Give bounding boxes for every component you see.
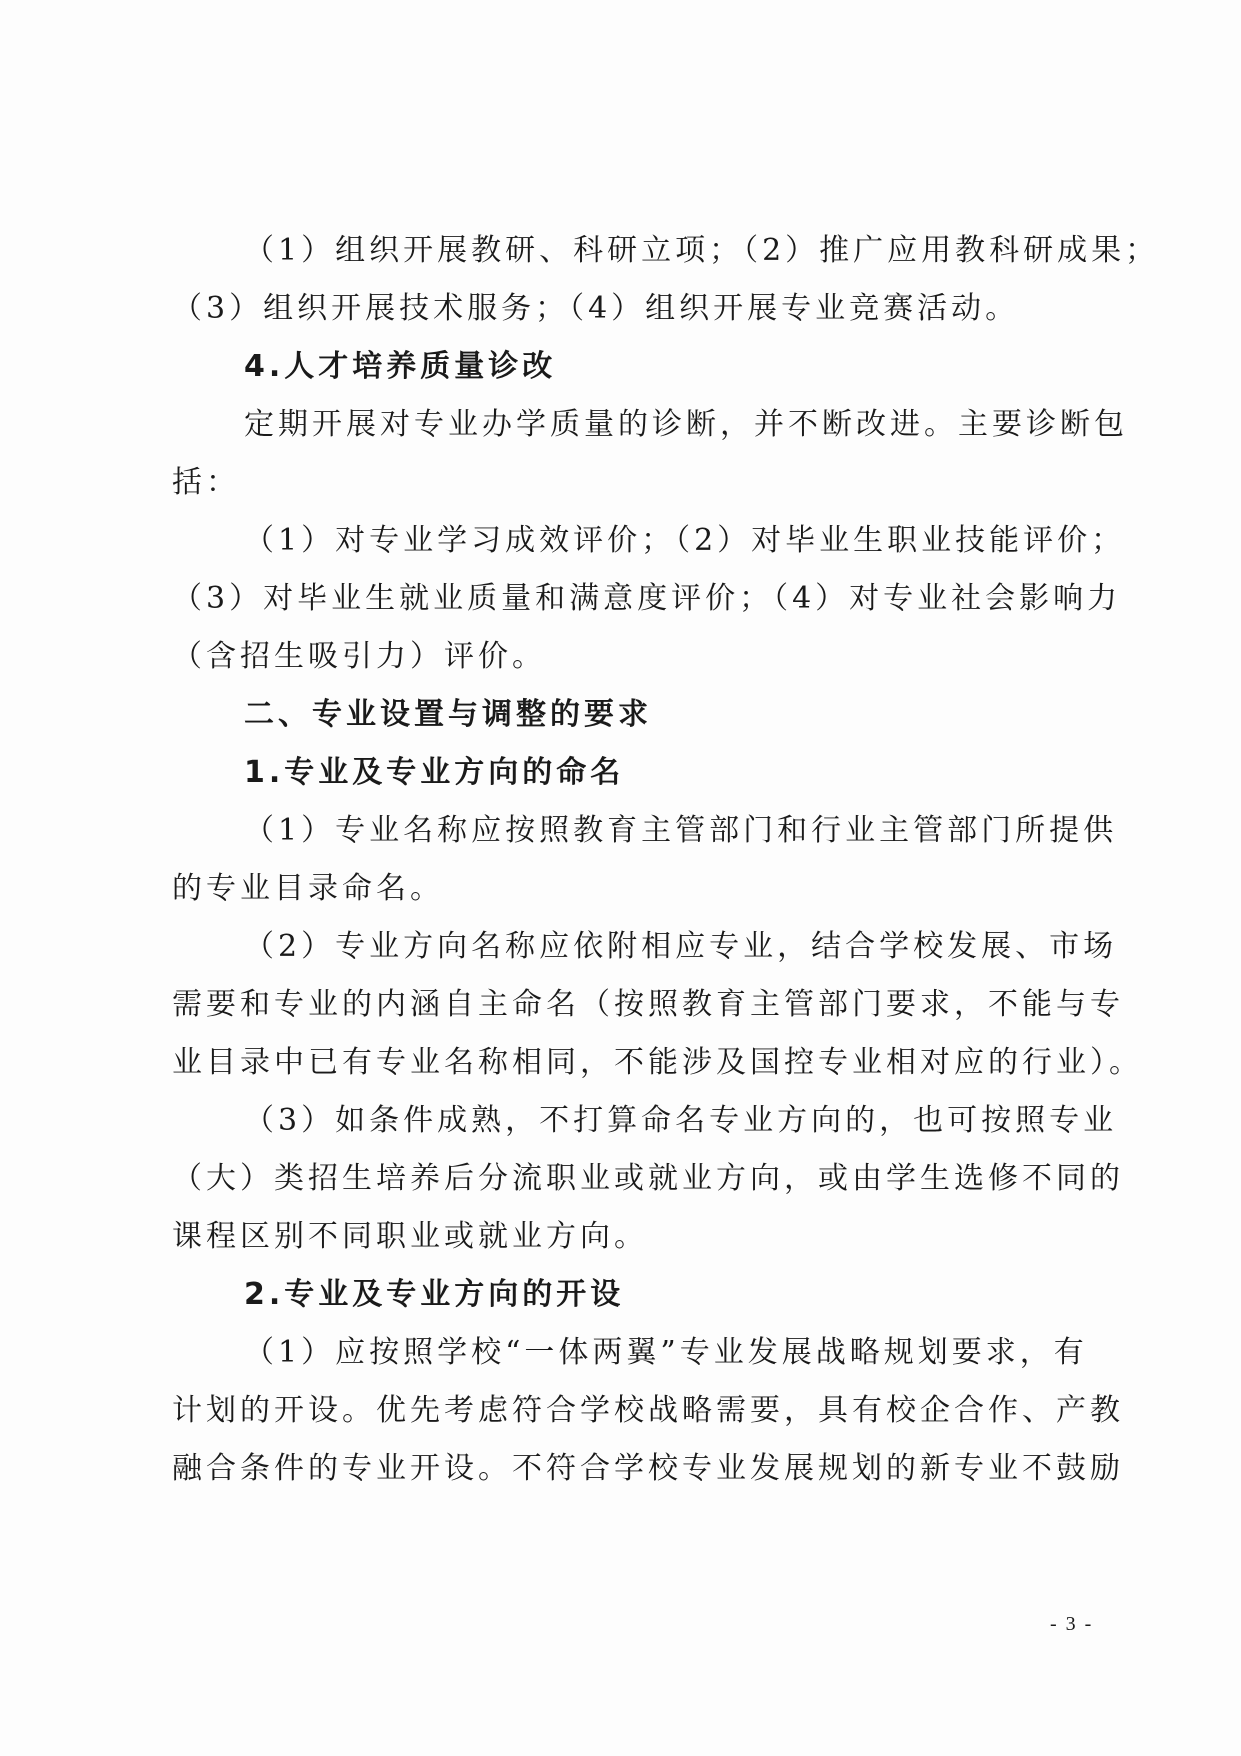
- section-heading: 2.专业及专业方向的开设: [244, 1277, 625, 1312]
- paragraph-line: （3）组织开展技术服务；（4）组织开展专业竞赛活动。: [172, 291, 1020, 326]
- paragraph-line: （2）专业方向名称应依附相应专业，结合学校发展、市场: [244, 929, 1118, 964]
- section-heading: 1.专业及专业方向的命名: [244, 755, 625, 790]
- paragraph-line: 课程区别不同职业或就业方向。: [172, 1219, 648, 1254]
- chapter-heading: 二、专业设置与调整的要求: [244, 697, 652, 732]
- paragraph-line: 需要和专业的内涵自主命名（按照教育主管部门要求，不能与专: [172, 987, 1124, 1022]
- paragraph-line: （3）如条件成熟，不打算命名专业方向的，也可按照专业: [244, 1103, 1118, 1138]
- paragraph-line: （3）对毕业生就业质量和满意度评价；（4）对专业社会影响力: [172, 581, 1122, 616]
- paragraph-line: （大）类招生培养后分流职业或就业方向，或由学生选修不同的: [172, 1161, 1124, 1196]
- page-number: - 3 -: [1050, 1613, 1094, 1635]
- paragraph-line: 的专业目录命名。: [172, 871, 444, 906]
- paragraph-line: （1）对专业学习成效评价；（2）对毕业生职业技能评价；: [244, 523, 1126, 558]
- paragraph-line: 融合条件的专业开设。不符合学校专业发展规划的新专业不鼓励: [172, 1451, 1124, 1486]
- paragraph-line: 业目录中已有专业名称相同，不能涉及国控专业相对应的行业）。: [172, 1045, 1143, 1080]
- section-heading: 4.人才培养质量诊改: [244, 349, 557, 384]
- paragraph-line: （1）应按照学校“一体两翼”专业发展战略规划要求，有: [244, 1335, 1088, 1370]
- document-body: [172, 222, 1160, 1498]
- paragraph-line: （1）组织开展教研、科研立项；（2）推广应用教科研成果；: [244, 233, 1160, 268]
- paragraph-line: （1）专业名称应按照教育主管部门和行业主管部门所提供: [244, 813, 1118, 848]
- paragraph-line: 计划的开设。优先考虑符合学校战略需要，具有校企合作、产教: [172, 1393, 1124, 1428]
- paragraph-line: （含招生吸引力）评价。: [172, 639, 546, 674]
- paragraph-line: 括：: [172, 465, 240, 500]
- paragraph-line: 定期开展对专业办学质量的诊断，并不断改进。主要诊断包: [244, 407, 1128, 442]
